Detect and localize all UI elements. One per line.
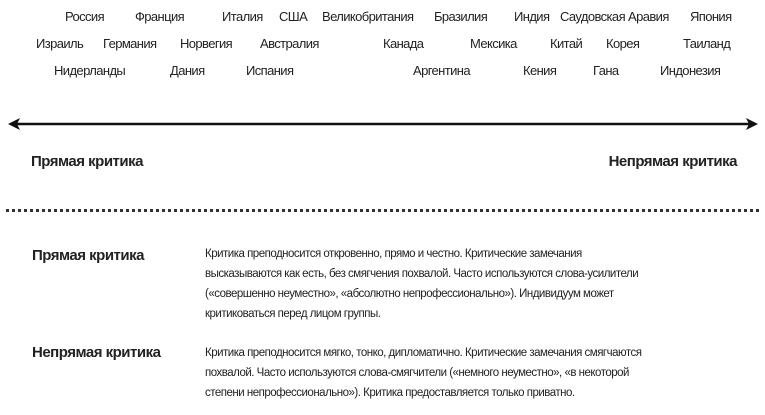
country-label: Бразилия	[434, 9, 488, 24]
definition-line: похвалой. Часто используются слова-смягчители («немного неуместно», «в некоторой	[205, 367, 629, 379]
country-label: Япония	[690, 9, 732, 24]
country-label: Норвегия	[180, 36, 233, 51]
country-label: Израиль	[36, 36, 84, 51]
definition-line: степени непрофессионально»). Критика предоставляется только приватно.	[205, 387, 575, 399]
country-label: Гана	[593, 63, 619, 78]
definition-term: Непрямая критика	[32, 344, 161, 361]
country-label: Нидерланды	[54, 63, 126, 78]
definition-line: Критика преподносится мягко, тонко, дипломатично. Критические замечания смягчаются	[205, 347, 642, 359]
country-label: Великобритания	[322, 9, 414, 24]
country-label: Аргентина	[413, 63, 470, 78]
country-label: Испания	[246, 63, 294, 78]
country-label: Дания	[170, 63, 205, 78]
double-arrow-icon	[8, 117, 758, 131]
country-label: Италия	[222, 9, 263, 24]
country-label: Таиланд	[683, 36, 731, 51]
definition-term: Прямая критика	[32, 247, 144, 264]
country-label: Китай	[550, 36, 583, 51]
scale-right-label: Непрямая критика	[608, 153, 737, 170]
country-label: Саудовская Аравия	[560, 9, 669, 24]
country-label: Мексика	[470, 36, 517, 51]
country-label: Корея	[606, 36, 640, 51]
definition-line: Критика преподносится откровенно, прямо и честно. Критические замечания	[205, 248, 582, 260]
dotted-divider	[6, 209, 759, 212]
country-label: Австралия	[260, 36, 319, 51]
definition-line: высказываются как есть, без смягчения похвалой. Часто используются слова-усилители	[205, 268, 639, 280]
definition-text	[205, 343, 642, 403]
definition-line: («совершенно неуместно», «абсолютно непрофессионально»). Индивидуум может	[205, 288, 614, 300]
country-label: Германия	[103, 36, 157, 51]
country-label: Франция	[135, 9, 185, 24]
definition-line: критиковаться перед лицом группы.	[205, 308, 381, 320]
country-label: США	[279, 9, 308, 24]
country-label: Канада	[383, 36, 424, 51]
country-label: Россия	[65, 9, 105, 24]
definition-text	[205, 244, 638, 324]
country-label: Кения	[523, 63, 557, 78]
scale-left-label: Прямая критика	[31, 153, 143, 170]
country-label: Индия	[514, 9, 550, 24]
country-label: Индонезия	[660, 63, 721, 78]
